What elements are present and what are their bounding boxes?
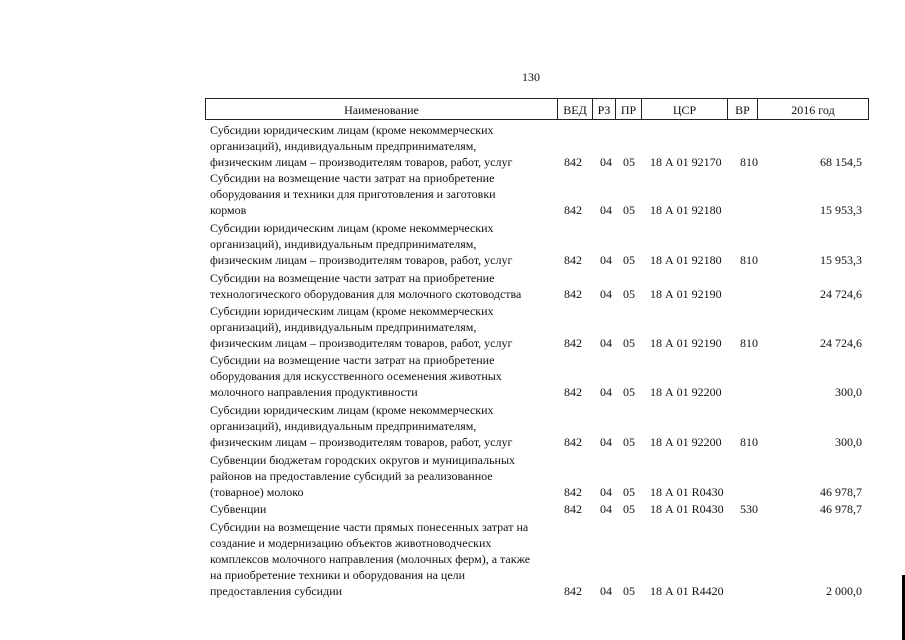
page-number: 130 [522, 70, 540, 84]
cell-pr: 05 [623, 203, 635, 217]
row-name: Субвенции [210, 502, 267, 516]
cell-pr: 05 [623, 287, 635, 301]
row-name: Субсидии на возмещение части затрат на приобретение оборудования и техники для приготовления и заготовки кормов [210, 171, 496, 217]
cell-ved: 842 [564, 485, 582, 499]
cell-pr: 05 [623, 155, 635, 169]
row-name: Субсидии юридическим лицам (кроме некоммерческих организаций), индивидуальным предпринимателям, физическим лицам – производителям товаров, работ, услуг [210, 304, 513, 350]
cell-vr: 810 [740, 253, 758, 267]
cell-rz: 04 [600, 287, 612, 301]
cell-ved: 842 [564, 502, 582, 516]
cell-ved: 842 [564, 203, 582, 217]
cell-ved: 842 [564, 385, 582, 399]
cell-amount: 300,0 [835, 385, 862, 399]
row-name: Субсидии на возмещение части затрат на приобретение технологического оборудования для молочного скотоводства [210, 271, 522, 301]
cell-rz: 04 [600, 253, 612, 267]
header-rz: РЗ [593, 99, 616, 119]
row-name: Субсидии юридическим лицам (кроме некоммерческих организаций), индивидуальным предпринимателям, физическим лицам – производителям товаров, работ, услуг [210, 221, 513, 267]
cell-vr: 810 [740, 155, 758, 169]
cell-csr: 18 А 01 92170 [650, 155, 722, 169]
cell-pr: 05 [623, 584, 635, 598]
cell-csr: 18 А 01 92200 [650, 435, 722, 449]
row-name: Субсидии юридическим лицам (кроме некоммерческих организаций), индивидуальным предпринимателям, физическим лицам – производителям товаров, работ, услуг [210, 403, 513, 449]
cell-csr: 18 А 01 92180 [650, 203, 722, 217]
cell-rz: 04 [600, 155, 612, 169]
cell-pr: 05 [623, 435, 635, 449]
header-vr: ВР [728, 99, 758, 119]
cell-csr: 18 А 01 R0430 [650, 502, 724, 516]
cell-rz: 04 [600, 584, 612, 598]
cell-ved: 842 [564, 155, 582, 169]
cell-csr: 18 А 01 R0430 [650, 485, 724, 499]
header-pr: ПР [616, 99, 642, 119]
cell-ved: 842 [564, 584, 582, 598]
header-csr: ЦСР [642, 99, 728, 119]
cell-pr: 05 [623, 485, 635, 499]
cell-csr: 18 А 01 92180 [650, 253, 722, 267]
cell-rz: 04 [600, 336, 612, 350]
cell-ved: 842 [564, 253, 582, 267]
cell-amount: 15 953,3 [820, 203, 862, 217]
cell-csr: 18 А 01 92200 [650, 385, 722, 399]
cell-rz: 04 [600, 385, 612, 399]
cell-rz: 04 [600, 502, 612, 516]
cell-csr: 18 А 01 92190 [650, 287, 722, 301]
cell-amount: 68 154,5 [820, 155, 862, 169]
cell-amount: 15 953,3 [820, 253, 862, 267]
cell-vr: 810 [740, 336, 758, 350]
header-year: 2016 год [791, 103, 835, 117]
row-name: Субсидии юридическим лицам (кроме некоммерческих организаций), индивидуальным предпринимателям, физическим лицам – производителям товаров, работ, услуг [210, 123, 513, 169]
cell-rz: 04 [600, 203, 612, 217]
cell-amount: 46 978,7 [820, 485, 862, 499]
cell-pr: 05 [623, 385, 635, 399]
cell-pr: 05 [623, 253, 635, 267]
row-name: Субсидии на возмещение части прямых понесенных затрат на создание и модернизацию объектов животноводческих комплексов молочного направления (молочных ферм), а также на приобретение техники и оборудования на цели предоставления субсидии [210, 520, 531, 598]
cell-csr: 18 А 01 92190 [650, 336, 722, 350]
cell-amount: 24 724,6 [820, 336, 862, 350]
row-name: Субвенции бюджетам городских округов и муниципальных районов на предоставление субсидий за реализованное (товарное) молоко [210, 453, 516, 499]
cell-ved: 842 [564, 435, 582, 449]
header-name: Наименование [206, 99, 558, 119]
cell-csr: 18 А 01 R4420 [650, 584, 724, 598]
cell-rz: 04 [600, 485, 612, 499]
cell-ved: 842 [564, 336, 582, 350]
cell-amount: 24 724,6 [820, 287, 862, 301]
cell-amount: 2 000,0 [826, 584, 862, 598]
cell-ved: 842 [564, 287, 582, 301]
cell-vr: 810 [740, 435, 758, 449]
cell-vr: 530 [740, 502, 758, 516]
cell-rz: 04 [600, 435, 612, 449]
cell-pr: 05 [623, 336, 635, 350]
cell-pr: 05 [623, 502, 635, 516]
cell-amount: 300,0 [835, 435, 862, 449]
cell-amount: 46 978,7 [820, 502, 862, 516]
header-ved: ВЕД [558, 99, 593, 119]
row-name: Субсидии на возмещение части затрат на приобретение оборудования для искусственного осеменения животных молочного направления продуктивности [210, 353, 502, 399]
